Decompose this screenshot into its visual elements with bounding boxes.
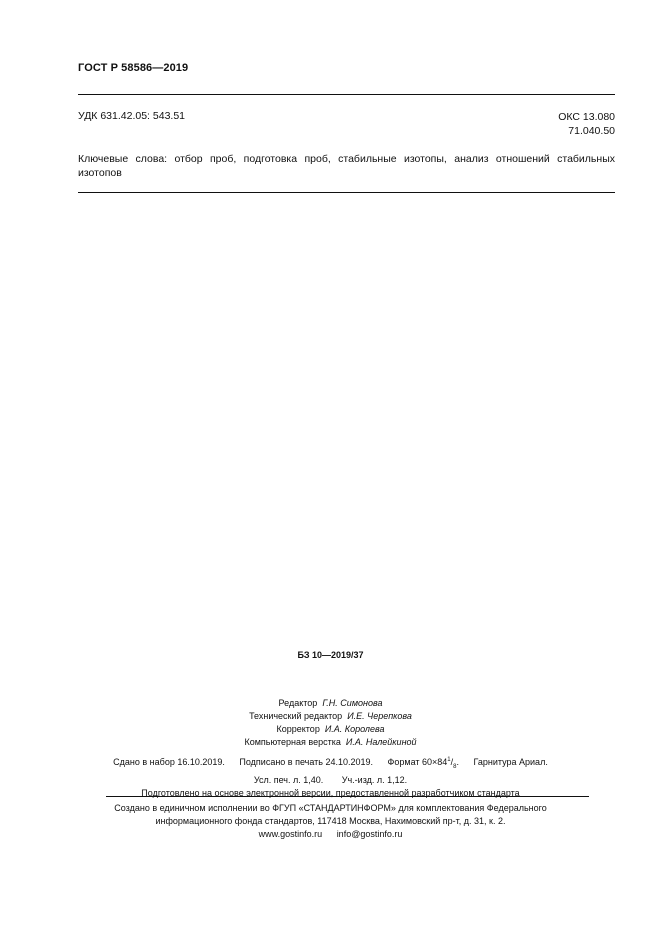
format-suffix: . <box>456 757 459 767</box>
credit-label: Редактор <box>278 698 318 708</box>
credit-corrector <box>0 723 661 736</box>
keywords: Ключевые слова: отбор проб, подготовка проб, стабильные изотопы, анализ отношений стабильных изотопов <box>78 153 615 179</box>
oks-line-1: ОКС 13.080 <box>558 111 615 123</box>
oks-line-2: 71.040.50 <box>568 125 615 137</box>
website-link[interactable]: www.gostinfo.ru <box>258 829 323 839</box>
publication-line-2 <box>0 774 661 787</box>
prepared-note: Подготовлено на основе электронной версии, предоставленной разработчиком стандарта <box>141 787 520 798</box>
submitted-date: Сдано в набор 16.10.2019. <box>113 757 225 767</box>
footer-line-1: Создано в единичном исполнении во ФГУП «СТАНДАРТИНФОРМ» для комплектования Федерального <box>114 803 547 813</box>
footer-rule <box>106 796 589 797</box>
typeface: Гарнитура Ариал. <box>473 757 548 767</box>
standard-designation: ГОСТ Р 58586—2019 <box>78 62 189 74</box>
udk-code: УДК 631.42.05: 543.51 <box>78 110 186 122</box>
format-slash: / <box>450 757 454 767</box>
format-sub: 8 <box>453 763 457 770</box>
print-sheets: Усл. печ. л. 1,40. <box>253 774 324 785</box>
publication-info <box>0 754 661 800</box>
keywords-rule <box>78 192 615 193</box>
email-link[interactable]: info@gostinfo.ru <box>336 829 403 839</box>
credit-name: И.Е. Черепкова <box>347 711 412 721</box>
oks-codes <box>558 110 615 138</box>
paper-format <box>387 757 459 770</box>
credit-layout <box>0 736 661 749</box>
credit-name: И.А. Королева <box>324 724 385 734</box>
publication-line-1 <box>0 754 661 774</box>
credits-block <box>0 697 661 749</box>
format-prefix: Формат 60×84 <box>387 757 448 767</box>
format-sup: 1 <box>447 757 451 763</box>
footer-block <box>0 802 661 841</box>
bz-number: БЗ 10—2019/37 <box>297 650 364 660</box>
edition-sheets: Уч.-изд. л. 1,12. <box>341 774 408 785</box>
credit-tech-editor <box>0 710 661 723</box>
credit-name: Г.Н. Симонова <box>322 698 383 708</box>
footer-contacts <box>0 828 661 841</box>
credit-label: Корректор <box>276 724 320 734</box>
credit-editor <box>0 697 661 710</box>
credit-name: И.А. Налейкиной <box>345 737 417 747</box>
credit-label: Компьютерная верстка <box>244 737 341 747</box>
signed-text: Подписано в печать 24.10.2019. <box>239 757 374 767</box>
signed-date <box>239 757 373 767</box>
top-rule <box>78 94 615 95</box>
footer-line-2: информационного фонда стандартов, 117418 Москва, Нахимовский пр-т, д. 31, к. 2. <box>155 816 506 826</box>
credit-label: Технический редактор <box>249 711 343 721</box>
